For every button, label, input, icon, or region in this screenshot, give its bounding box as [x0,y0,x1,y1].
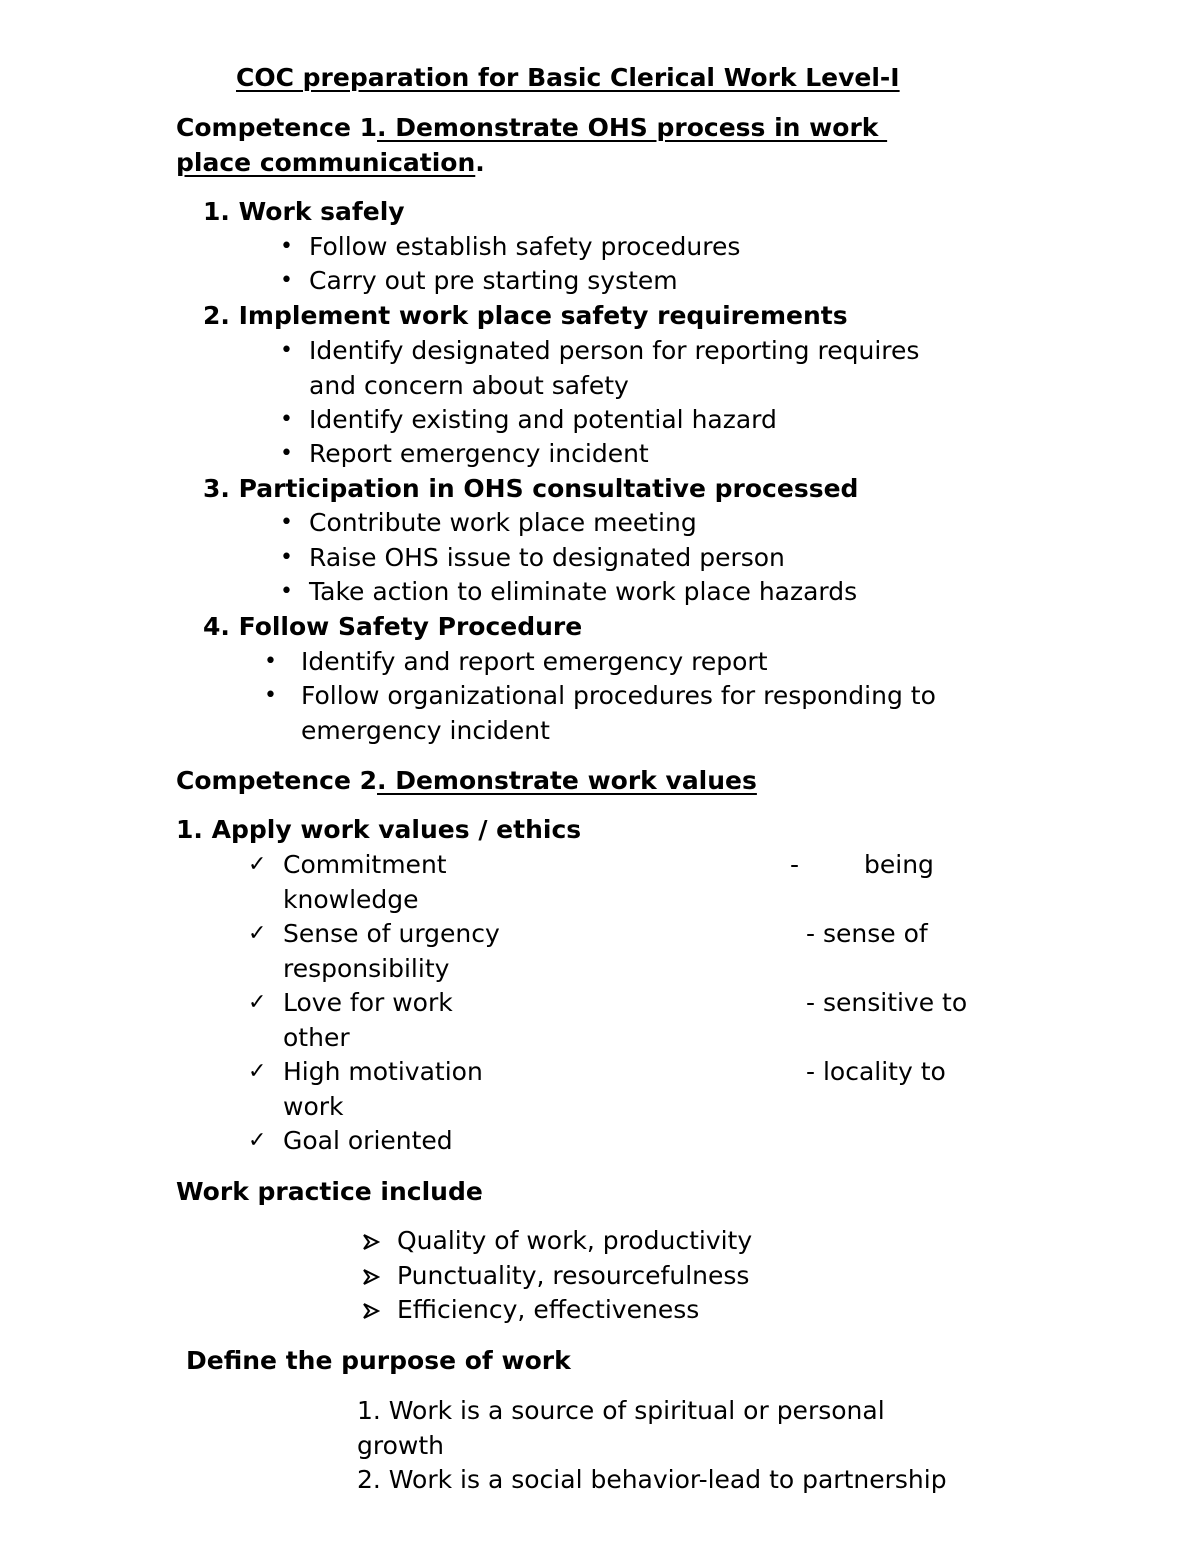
arrow-bullet-icon [362,1259,380,1293]
value-right: - sense of [806,919,928,948]
list-item: Raise OHS issue to designated person [309,543,785,572]
bullet-icon: • [280,441,293,466]
value-item: High motivation [283,1057,483,1086]
bullet-icon: • [280,338,293,363]
value-wrap: responsibility [283,954,450,983]
list-item-continuation: and concern about safety [309,371,629,400]
check-icon: ✓ [248,852,267,877]
competence-1-title-line2: place communication [176,148,476,177]
work-practice-heading: Work practice include [176,1177,483,1206]
competence-1-prefix: Competence 1 [176,113,378,142]
bullet-icon: • [280,407,293,432]
check-icon: ✓ [248,1128,267,1153]
list-item: Contribute work place meeting [309,508,697,537]
bullet-icon: • [264,683,277,708]
list-item: Follow establish safety procedures [309,232,741,261]
value-item: Love for work [283,988,453,1017]
bullet-icon: • [280,268,293,293]
competence-2-heading [176,764,757,798]
list-item: Carry out pre starting system [309,266,678,295]
competence-2-prefix: Competence 2 [176,766,378,795]
bullet-icon: • [280,545,293,570]
section-heading [203,299,848,333]
competence-1-heading [176,111,887,145]
competence-1-title-line1: . Demonstrate OHS process in work [377,113,888,142]
section-heading [203,195,405,229]
section-title: Implement work place safety requirements [238,301,848,330]
bullet-icon: • [280,579,293,604]
purpose-line: 1. Work is a source of spiritual or personal [357,1396,885,1425]
bullet-icon: • [280,510,293,535]
section-number: 2. [203,301,230,330]
value-right: - locality to [806,1057,946,1086]
list-item: Punctuality, resourcefulness [397,1261,750,1290]
list-item-continuation: emergency incident [301,716,550,745]
check-icon: ✓ [248,1059,267,1084]
purpose-line: 2. Work is a social behavior-lead to partnership [357,1465,947,1494]
purpose-heading: Define the purpose of work [186,1346,571,1375]
value-wrap: knowledge [283,885,419,914]
value-item: Goal oriented [283,1126,453,1155]
value-right: - sensitive to [806,988,968,1017]
section-number: 1. [176,815,203,844]
section-title: Participation in OHS consultative processed [238,474,859,503]
purpose-line: growth [357,1431,444,1460]
section-title: Apply work values / ethics [211,815,582,844]
value-item: Sense of urgency [283,919,500,948]
bullet-icon: • [280,234,293,259]
list-item: Quality of work, productivity [397,1226,753,1255]
value-item: Commitment [283,850,447,879]
value-wrap: work [283,1092,344,1121]
arrow-bullet-icon [362,1293,380,1327]
section-number: 3. [203,474,230,503]
list-item: Report emergency incident [309,439,649,468]
section-heading [203,472,858,506]
check-icon: ✓ [248,921,267,946]
apply-work-values-heading [176,813,581,847]
list-item: Efficiency, effectiveness [397,1295,700,1324]
section-title: Follow Safety Procedure [238,612,583,641]
section-number: 4. [203,612,230,641]
section-title: Work safely [238,197,405,226]
check-icon: ✓ [248,990,267,1015]
competence-1-title-end: . [475,148,485,177]
list-item: Identify and report emergency report [301,647,768,676]
list-item: Identify designated person for reporting requires [309,336,920,365]
competence-1-heading-line2 [176,146,485,180]
list-item: Take action to eliminate work place hazards [309,577,858,606]
value-right: being [864,850,934,879]
section-heading [203,610,582,644]
value-wrap: other [283,1023,350,1052]
bullet-icon: • [264,649,277,674]
value-dash: - [790,850,800,879]
arrow-bullet-icon [362,1224,380,1258]
list-item: Identify existing and potential hazard [309,405,777,434]
document-title: COC preparation for Basic Clerical Work Level-I [236,63,900,92]
competence-2-title: . Demonstrate work values [377,766,757,795]
section-number: 1. [203,197,230,226]
list-item: Follow organizational procedures for responding to [301,681,936,710]
